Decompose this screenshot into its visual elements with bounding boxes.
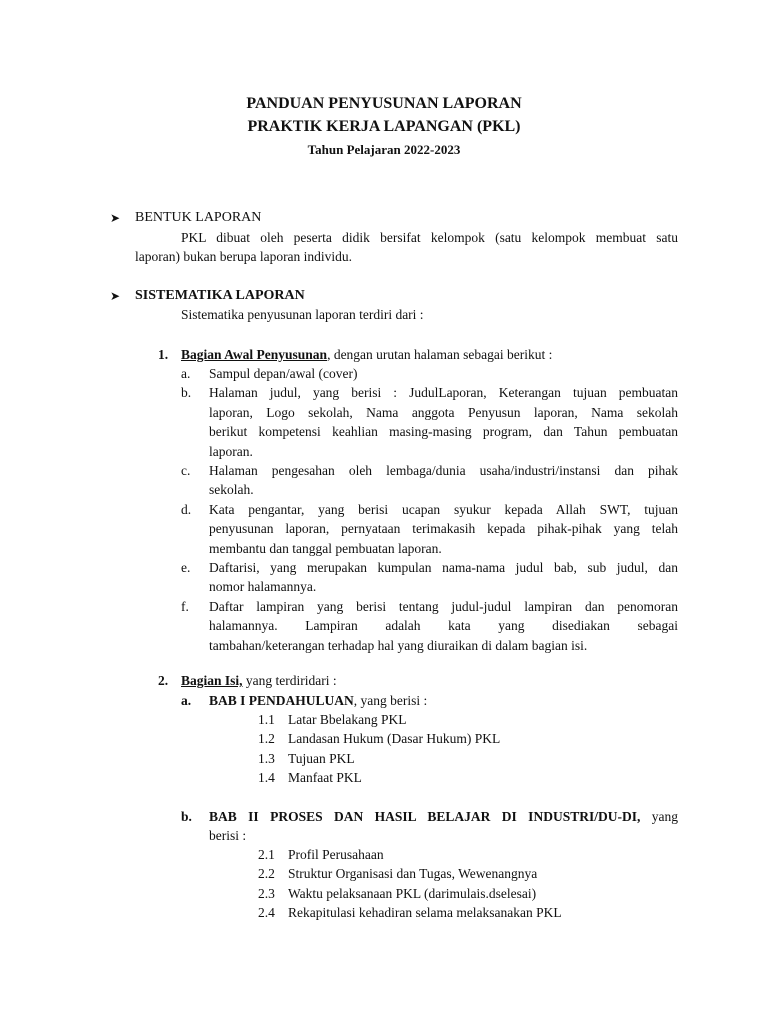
- part1-item-line: Halaman pengesahan oleh lembaga/dunia usaha/industri/instansi dan pihak: [209, 463, 678, 478]
- subitem-number: 1.1: [258, 712, 275, 727]
- subA-rest: , yang berisi :: [353, 693, 428, 708]
- subB-letter: b.: [181, 809, 192, 824]
- part1-item-letter: f.: [181, 598, 189, 614]
- subitem-number: 2.2: [258, 866, 275, 882]
- subitem-text: Latar Bbelakang PKL: [288, 712, 407, 727]
- part1-item-line: Daftar lampiran yang berisi tentang judul-judul lampiran dan penomoran: [209, 598, 678, 614]
- section1-paragraph-line1: PKL dibuat oleh peserta didik bersifat kelompok (satu kelompok membuat satu: [181, 230, 678, 245]
- subitem-text: Struktur Organisasi dan Tugas, Wewenangnya: [288, 866, 538, 882]
- subitem-number: 1.4: [258, 770, 275, 786]
- part1-item-letter: d.: [181, 501, 192, 517]
- part1-item-line: membantu dan tanggal pembuatan laporan.: [209, 540, 442, 556]
- part1-number: 1.: [158, 347, 169, 362]
- section-heading-bentuk: BENTUK LAPORAN: [135, 210, 262, 225]
- subB-heading: [209, 807, 678, 827]
- section2-intro: Sistematika penyusunan laporan terdiri dari :: [181, 307, 424, 322]
- part1-heading: [181, 345, 552, 365]
- part2-heading: [181, 671, 337, 691]
- subitem-number: 1.2: [258, 731, 275, 747]
- part1-item-line: Halaman judul, yang berisi : JudulLaporan, Keterangan tujuan pembuatan: [209, 385, 678, 401]
- document-title-line1: PANDUAN PENYUSUNAN LAPORAN: [246, 95, 522, 112]
- part1-item-line: laporan, Logo sekolah, Nama anggota Penyusun laporan, Nama sekolah: [209, 404, 678, 420]
- subitem-number: 2.1: [258, 847, 275, 862]
- part2-title: Bagian Isi,: [181, 673, 243, 688]
- part1-item-line: sekolah.: [209, 482, 254, 498]
- subitem-text: Tujuan PKL: [288, 750, 355, 766]
- subB-heading-line2: berisi :: [209, 828, 247, 843]
- part1-item-line: tambahan/keterangan terhadap hal yang diuraikan di dalam bagian isi.: [209, 637, 588, 653]
- arrow-bullet-icon: ➤: [110, 289, 121, 303]
- subitem-number: 2.3: [258, 885, 275, 901]
- section-heading-sistematika: SISTEMATIKA LAPORAN: [135, 288, 305, 303]
- subitem-text: Rekapitulasi kehadiran selama melaksanakan PKL: [288, 905, 562, 921]
- part1-title: Bagian Awal Penyusunan: [181, 347, 328, 362]
- part1-item-line: penyusunan laporan, pernyataan terimakasih kepada pihak-pihak yang telah: [209, 521, 678, 537]
- arrow-bullet-icon: ➤: [110, 211, 121, 225]
- subitem-text: Landasan Hukum (Dasar Hukum) PKL: [288, 731, 501, 747]
- subA-letter: a.: [181, 693, 192, 708]
- part1-item-line: Kata pengantar, yang berisi ucapan syukur kepada Allah SWT, tujuan: [209, 501, 678, 517]
- subA-title: BAB I PENDAHULUAN: [209, 693, 354, 708]
- subitem-number: 2.4: [258, 905, 275, 921]
- subA-heading: [209, 691, 427, 711]
- part1-item-letter: a.: [181, 366, 191, 381]
- document-title-line2: PRAKTIK KERJA LAPANGAN (PKL): [247, 118, 521, 135]
- subitem-text: Waktu pelaksanaan PKL (darimulais.dselesai): [288, 885, 537, 901]
- subitem-text: Manfaat PKL: [288, 770, 362, 786]
- part1-item-line: laporan.: [209, 443, 253, 459]
- part1-item-letter: e.: [181, 560, 191, 575]
- section1-paragraph-line2: laporan) bukan berupa laporan individu.: [135, 249, 353, 264]
- part2-number: 2.: [158, 673, 169, 688]
- part1-item-line: halamannya. Lampiran adalah kata yang disediakan sebagai: [209, 618, 678, 634]
- part1-item-line: berikut kompetensi keahlian masing-masing program, dan Tahun pembuatan: [209, 424, 678, 440]
- part1-item-line: Sampul depan/awal (cover): [209, 366, 358, 381]
- part2-rest: yang terdiridari :: [242, 673, 337, 688]
- document-subtitle: Tahun Pelajaran 2022-2023: [307, 142, 461, 157]
- part1-item-letter: b.: [181, 385, 192, 401]
- subitem-number: 1.3: [258, 750, 275, 766]
- part1-rest: , dengan urutan halaman sebagai berikut :: [327, 347, 553, 362]
- subitem-text: Profil Perusahaan: [288, 847, 384, 862]
- part1-item-line: nomor halamannya.: [209, 579, 317, 595]
- subB-title: BAB II PROSES DAN HASIL BELAJAR DI INDUSTRI/DU-DI,: [209, 809, 641, 824]
- part1-item-line: Daftarisi, yang merupakan kumpulan nama-nama judul bab, sub judul, dan: [209, 560, 678, 575]
- part1-item-letter: c.: [181, 463, 191, 478]
- subB-rest: yang: [640, 809, 678, 824]
